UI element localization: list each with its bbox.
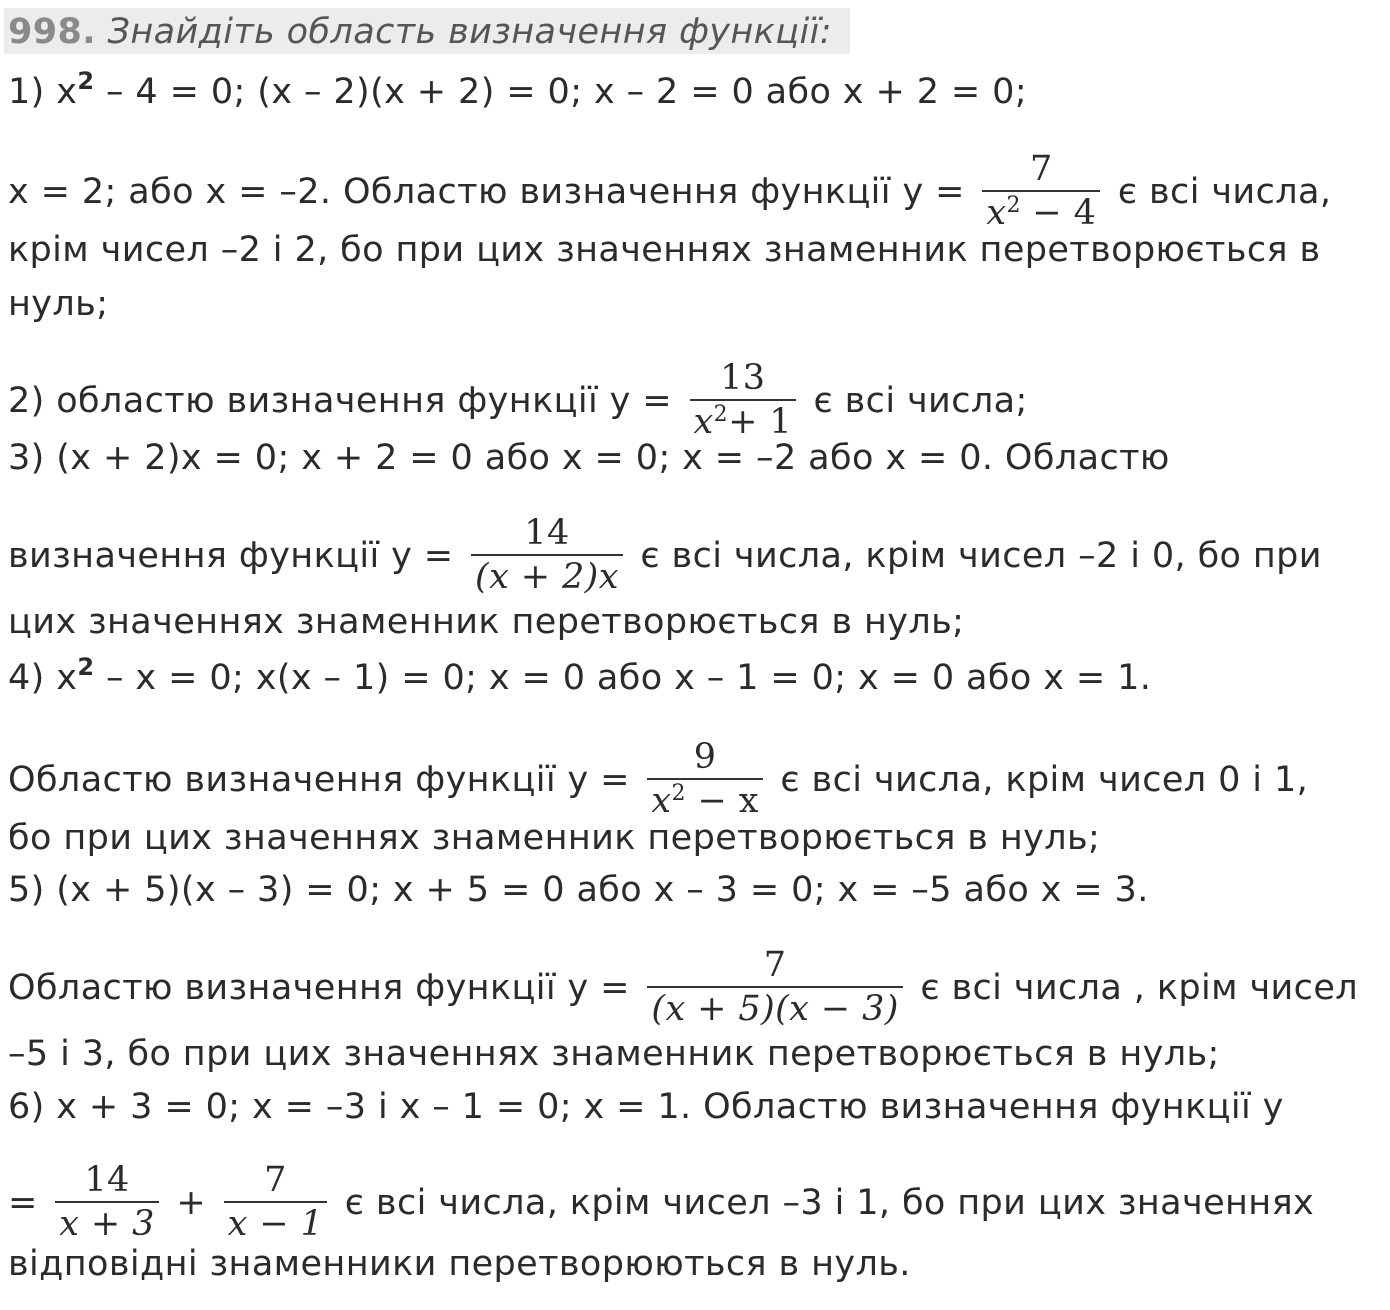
line-1: 1) $x^2 - 4 = 0$; (x – 2)(x + 2) = 0; x – 2 = 0 або x + 2 = 0;	[8, 67, 1028, 112]
fraction-9-over-x2-minus-x: $\frac{9}{x^2 - x}$	[647, 740, 762, 818]
line-3: крім чисел –2 і 2, бо при цих значеннях знаменник перетворюється в	[8, 230, 1321, 270]
line-6: 3) (x + 2)x = 0; x + 2 = 0 або x = 0; x = –2 або x = 0. Областю	[8, 438, 1170, 478]
line-4: нуль;	[8, 284, 109, 324]
line-5: 2) областю визначення функції у = $\frac{13}{x^2+ 1}$ є всі числа;	[8, 358, 1028, 442]
line-10: Областю визначення функції у = $\frac{9}{x^2 - x}$ є всі числа, крім чисел 0 і 1,	[8, 737, 1309, 821]
exercise-number: 998.	[8, 12, 96, 52]
line-17: відповідні знаменники перетворюються в нуль.	[8, 1244, 911, 1284]
fraction-14-over-x-plus-3: $\frac{14}{x + 3}$	[55, 1163, 159, 1241]
fraction-13-over-x2-plus-1: $\frac{13}{x^2+ 1}$	[690, 361, 796, 439]
line-7: визначення функції у = $\frac{14}{(x + 2)x}$ є всі числа, крім чисел –2 і 0, бо при	[8, 513, 1322, 597]
line-13: Областю визначення функції у = $\frac{7}{(x + 5)(x - 3)}$ є всі числа , крім чисел	[8, 945, 1359, 1029]
fraction-7-over-x2-minus-4: $\frac{7}{x^2 - 4}$	[982, 152, 1100, 230]
exercise-heading	[8, 12, 832, 52]
line-15: 6) x + 3 = 0; x = –3 і x – 1 = 0; x = 1. Областю визначення функції у	[8, 1087, 1284, 1127]
line-16: = $\frac{14}{x + 3}$ + $\frac{7}{x - 1}$ є всі числа, крім чисел –3 і 1, бо при цих значеннях	[8, 1160, 1315, 1244]
line-11: бо при цих значеннях знаменник перетворюється в нуль;	[8, 818, 1101, 858]
exercise-title: Знайдіть область визначення функції:	[107, 12, 832, 52]
fraction-7-over-x-plus-5-x-minus-3: $\frac{7}{(x + 5)(x - 3)}$	[647, 948, 902, 1026]
fraction-7-over-x-minus-1: $\frac{7}{x - 1}$	[224, 1163, 328, 1241]
line-8: цих значеннях знаменник перетворюється в нуль;	[8, 602, 965, 642]
line-12: 5) (x + 5)(x – 3) = 0; x + 5 = 0 або x – 3 = 0; x = –5 або x = 3.	[8, 870, 1149, 910]
line-9: 4) $x^2 - x = 0$; x(x – 1) = 0; x = 0 або x – 1 = 0; x = 0 або x = 1.	[8, 653, 1152, 698]
line-14: –5 і 3, бо при цих значеннях знаменник перетворюється в нуль;	[8, 1034, 1220, 1074]
line-2: x = 2; або x = –2. Областю визначення функції у = $\frac{7}{x^2 - 4}$ є всі числа,	[8, 149, 1332, 233]
fraction-14-over-x-plus-2-times-x: $\frac{14}{(x + 2)x}$	[471, 516, 623, 594]
